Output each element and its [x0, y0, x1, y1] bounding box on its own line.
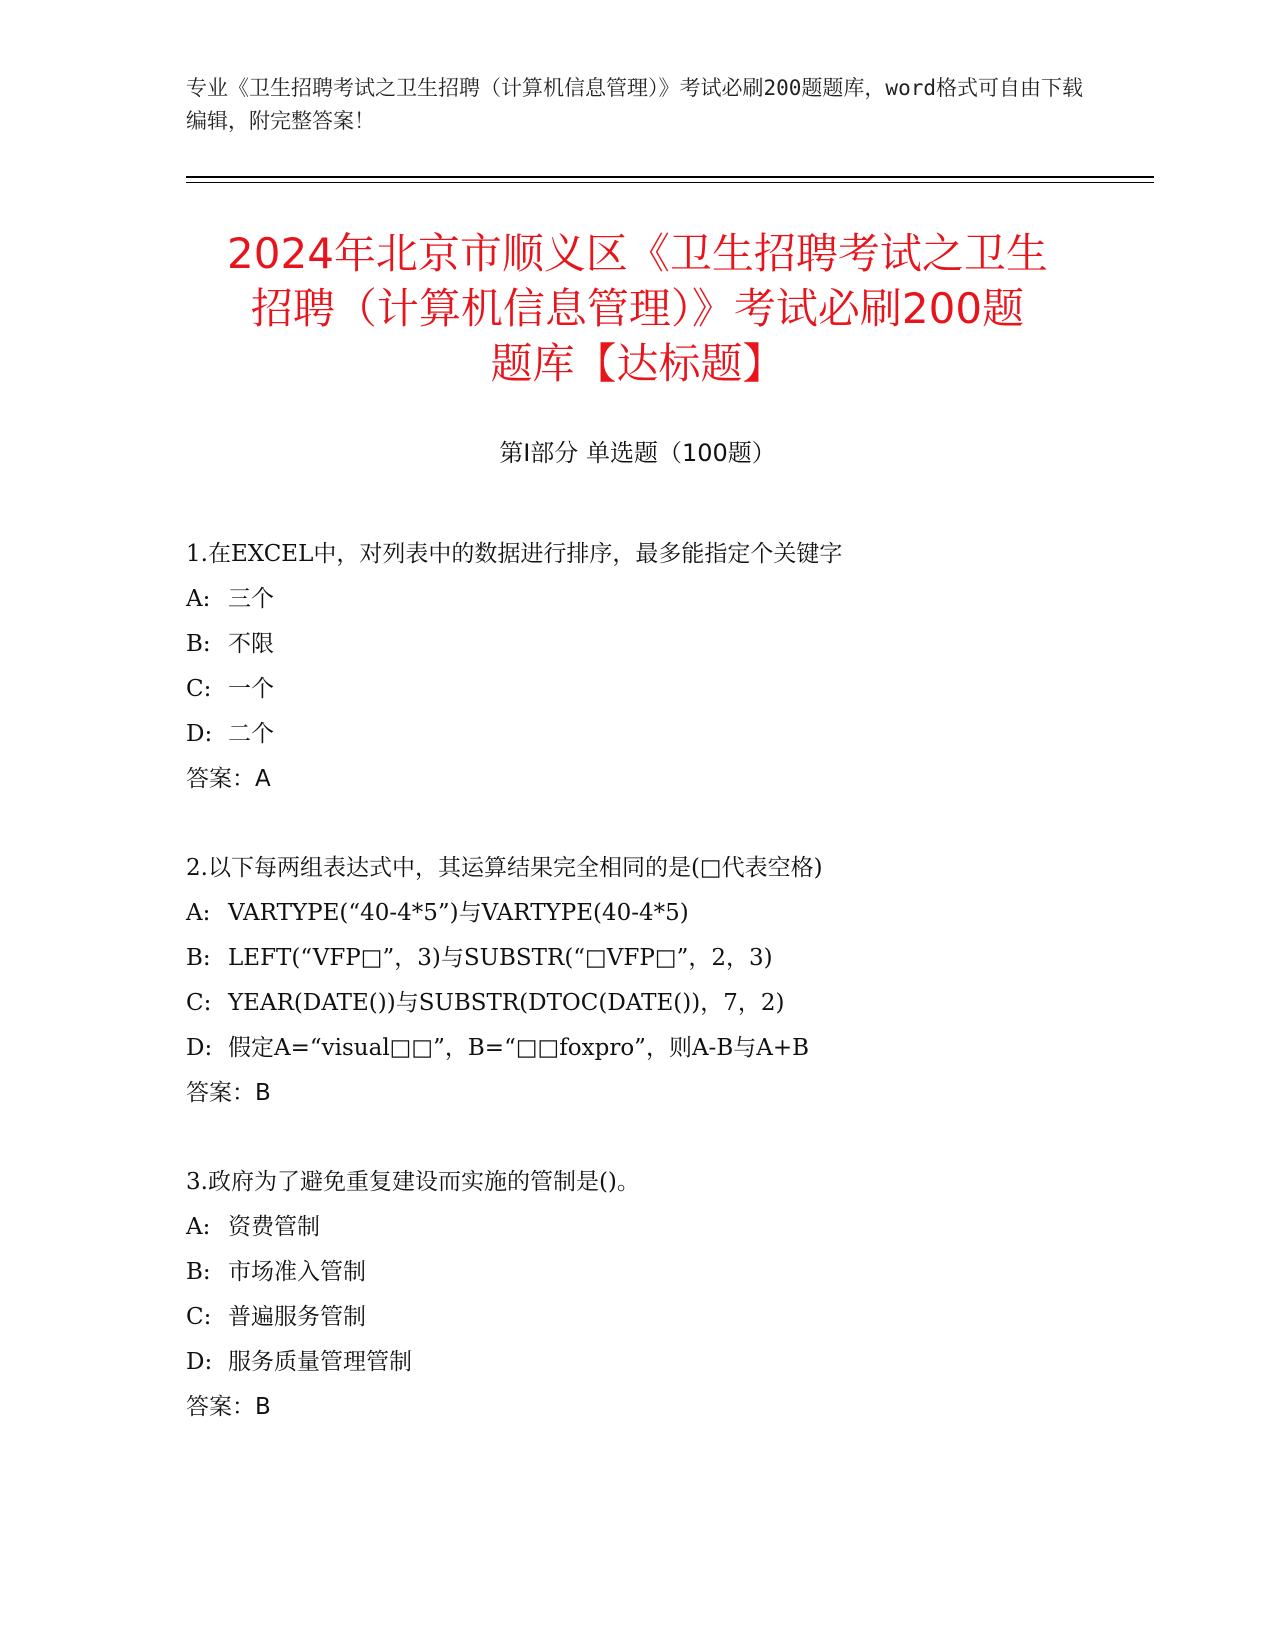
- title-line-1: 2024年北京市顺义区《卫生招聘考试之卫生: [227, 229, 1048, 278]
- option-text: 资费管制: [228, 1214, 320, 1240]
- option-a: [186, 577, 1146, 622]
- option-key: C:: [186, 676, 212, 702]
- option-key: B:: [186, 631, 211, 657]
- option-text: 不限: [228, 631, 274, 657]
- option-key: D:: [186, 721, 213, 747]
- option-d: [186, 712, 1146, 757]
- option-key: A:: [186, 586, 211, 612]
- question-stem: 1.在EXCEL中，对列表中的数据进行排序，最多能指定个关键字: [186, 541, 843, 567]
- header-rule-thin: [186, 182, 1154, 183]
- option-text: YEAR(DATE())与SUBSTR(DTOC(DATE())，7，2): [228, 990, 785, 1016]
- option-a: [186, 1205, 1146, 1250]
- header-rule-thick: [186, 176, 1154, 178]
- option-c: [186, 667, 1146, 712]
- option-text: 一个: [228, 676, 274, 702]
- option-d: [186, 1340, 1146, 1385]
- question-list: [186, 532, 1146, 1474]
- option-key: D:: [186, 1035, 213, 1061]
- option-text: 三个: [228, 586, 274, 612]
- document-title: [150, 226, 1125, 391]
- option-b: [186, 622, 1146, 667]
- option-text: 服务质量管理管制: [228, 1349, 412, 1375]
- option-text: VARTYPE(“40-4*5”)与VARTYPE(40-4*5): [228, 900, 689, 926]
- option-key: D:: [186, 1349, 213, 1375]
- title-line-2: 招聘（计算机信息管理）》考试必刷200题: [250, 284, 1025, 333]
- section-heading: 第I部分 单选题（100题）: [499, 439, 776, 467]
- option-text: 二个: [228, 721, 274, 747]
- option-key: C:: [186, 990, 212, 1016]
- option-key: B:: [186, 945, 211, 971]
- question-stem: 2.以下每两组表达式中，其运算结果完全相同的是(□代表空格): [186, 855, 823, 881]
- intro-text: 专业《卫生招聘考试之卫生招聘（计算机信息管理）》考试必刷200题题库，word格式可自由下载编辑，附完整答案！: [186, 76, 1083, 133]
- option-key: C:: [186, 1304, 212, 1330]
- answer-line: 答案：B: [186, 1394, 271, 1420]
- option-text: 普遍服务管制: [228, 1304, 366, 1330]
- option-c: [186, 1295, 1146, 1340]
- question-item: [186, 846, 1146, 1116]
- question-item: [186, 532, 1146, 802]
- option-key: A:: [186, 1214, 211, 1240]
- option-text: 假定A=“visual□□”，B=“□□foxpro”，则A-B与A+B: [228, 1035, 810, 1061]
- answer-line: 答案：A: [186, 766, 271, 792]
- option-text: 市场准入管制: [228, 1259, 366, 1285]
- option-key: A:: [186, 900, 211, 926]
- title-line-3: 题库【达标题】: [490, 339, 785, 388]
- option-b: [186, 936, 1146, 981]
- option-text: LEFT(“VFP□”，3)与SUBSTR(“□VFP□”，2，3): [228, 945, 773, 971]
- answer-line: 答案：B: [186, 1080, 271, 1106]
- option-a: [186, 891, 1146, 936]
- option-d: [186, 1026, 1146, 1071]
- option-b: [186, 1250, 1146, 1295]
- option-c: [186, 981, 1146, 1026]
- question-stem: 3.政府为了避免重复建设而实施的管制是()。: [186, 1169, 640, 1195]
- question-item: [186, 1160, 1146, 1430]
- option-key: B:: [186, 1259, 211, 1285]
